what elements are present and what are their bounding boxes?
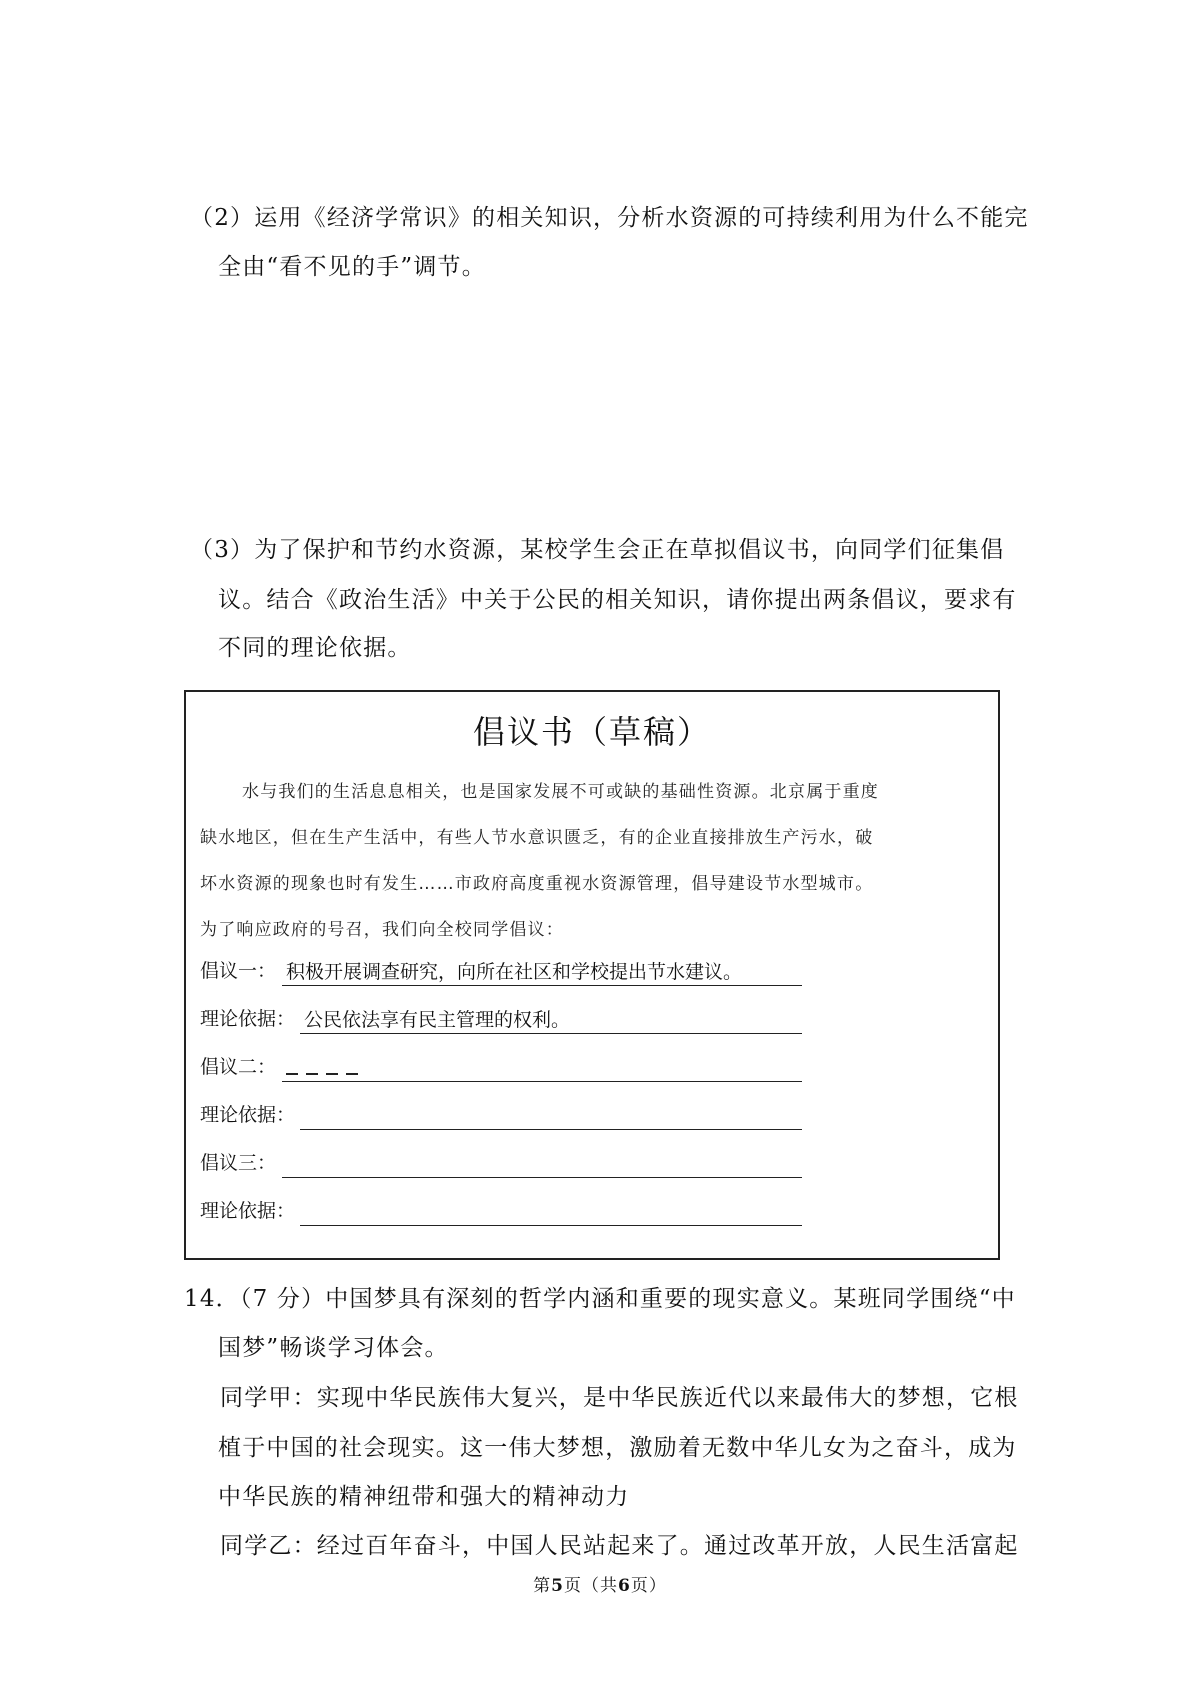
- proposal-title: 倡议书（草稿）: [472, 713, 711, 751]
- footer-page-number: 5: [551, 1576, 564, 1596]
- footer-prefix: 第: [533, 1576, 552, 1596]
- proposal-row-3: [200, 1146, 990, 1180]
- blank-dash-marks: [286, 1057, 366, 1079]
- proposal-label: 倡议二：: [200, 1056, 277, 1078]
- question-3-line-3: 不同的理论依据。: [218, 635, 412, 661]
- question-14-line-1: 14．（7 分）中国梦具有深刻的哲学内涵和重要的现实意义。某班同学围绕“中: [184, 1286, 1016, 1312]
- basis-label: 理论依据：: [200, 1104, 296, 1126]
- basis-label: 理论依据：: [200, 1008, 296, 1030]
- basis-row-3: [200, 1194, 990, 1228]
- proposal-paragraph-line-2: 缺水地区，但在生产生活中，有些人节水意识匮乏，有的企业直接排放生产污水，破: [200, 828, 874, 848]
- proposal-row-1: [200, 954, 990, 988]
- footer-total-pages: 6: [618, 1576, 631, 1596]
- proposal-value: 积极开展调查研究，向所在社区和学校提出节水建议。: [282, 958, 802, 986]
- proposal-blank[interactable]: [282, 1054, 802, 1082]
- student-b-line-1: 同学乙：经过百年奋斗，中国人民站起来了。通过改革开放，人民生活富起: [220, 1533, 1019, 1559]
- proposal-paragraph-line-3: 坏水资源的现象也时有发生……市政府高度重视水资源管理，倡导建设节水型城市。: [200, 874, 874, 894]
- proposal-paragraph-line-1: 水与我们的生活息息相关，也是国家发展不可或缺的基础性资源。北京属于重度: [242, 782, 879, 802]
- basis-value: 公民依法享有民主管理的权利。: [300, 1006, 802, 1034]
- student-a-line-1: 同学甲：实现中华民族伟大复兴，是中华民族近代以来最伟大的梦想，它根: [220, 1385, 1019, 1411]
- student-a-line-2: 植于中国的社会现实。这一伟大梦想，激励着无数中华儿女为之奋斗，成为: [218, 1435, 1017, 1461]
- proposal-label: 倡议一：: [200, 960, 277, 982]
- basis-blank[interactable]: [300, 1198, 802, 1226]
- proposal-label: 倡议三：: [200, 1152, 277, 1174]
- proposal-draft-box: [184, 690, 1000, 1260]
- basis-label: 理论依据：: [200, 1200, 296, 1222]
- proposal-blank[interactable]: [282, 1150, 802, 1178]
- page-footer: [0, 1575, 1200, 1597]
- question-3-line-2: 议。结合《政治生活》中关于公民的相关知识，请你提出两条倡议，要求有: [218, 587, 1017, 613]
- question-14-line-2: 国梦”畅谈学习体会。: [218, 1335, 449, 1361]
- proposal-paragraph-line-4: 为了响应政府的号召，我们向全校同学倡议：: [200, 920, 564, 940]
- proposal-row-2: [200, 1050, 990, 1084]
- basis-blank[interactable]: [300, 1102, 802, 1130]
- question-2-line-1: （2）运用《经济学常识》的相关知识，分析水资源的可持续利用为什么不能完: [190, 205, 1029, 231]
- question-2-line-2: 全由“看不见的手”调节。: [218, 254, 486, 280]
- basis-row-1: [200, 1002, 990, 1036]
- student-a-line-3: 中华民族的精神纽带和强大的精神动力: [218, 1484, 630, 1510]
- footer-suffix: 页）: [630, 1576, 667, 1596]
- question-3-line-1: （3）为了保护和节约水资源，某校学生会正在草拟倡议书，向同学们征集倡: [190, 537, 1005, 563]
- basis-row-2: [200, 1098, 990, 1132]
- footer-middle: 页（共: [564, 1576, 618, 1596]
